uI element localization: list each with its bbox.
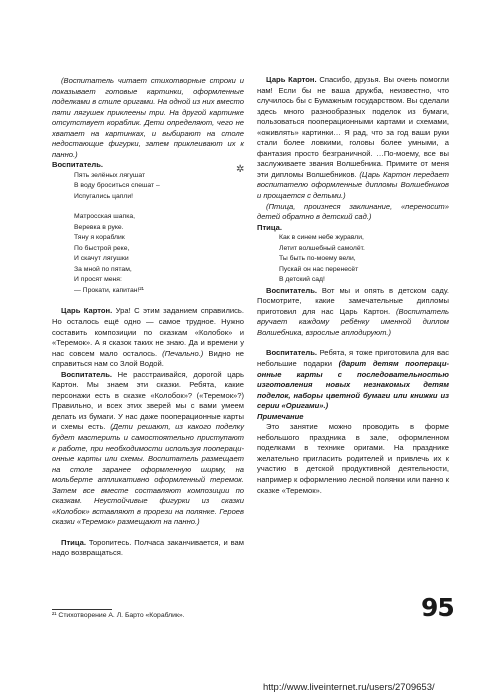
poem-line: В воду броситься спешат – [74,182,160,190]
stage-direction: (Дети решают, из какого поделку будет мастерить и самостоятельно приступают к работе, при необходимости используя пооперационные карты или схемы. Воспитатель размещает на столе заранее оформленную ширму, на мольберте аппликативно оформленный теремок. Затем все вместе составляют композиции по сказкам. Неустойчивые фигурки из сказки «Колобок» вставляют в прорези на полянке. Героев сказки «Теремок» размещают на панно.) [52,422,244,527]
poem-line: Как в синем небе журавли, [279,234,364,242]
footnote: ²¹ Стихотворение А. Л. Барто «Кораблик». [52,612,185,619]
poem-line: Пять зелёных лягушат [74,171,146,179]
source-url: http://www.liveinternet.ru/users/2709653/ [263,682,435,693]
paragraph [257,75,449,202]
speaker-name: Птица. [61,537,86,547]
poem-line: Матросская шапка, [74,213,136,221]
poem-line: Ты быть по-моему вели, [279,255,356,263]
speaker-name: Воспитатель. [61,369,112,379]
dialogue-text: Спасибо, друзья. Вы очень помогли нам! Если бы не ваша дружба, неизвестно, что случилось бы с Бумажным государством. Вы сделали здесь много разнообразных поделок из бумаги, пользоваться пооперационными картами и схемами, «оживлять» картинки… Я рад, что за год ваши руки стали более ловкими, головы более умными, а фантазия просто безграничной. …По-моему, все вы заслуживаете звания Волшебника. Примите от меня эти дипломы Волшебников. [257,75,449,179]
dialogue-text: Вот мы и опять в детском саду. Посмотрите, какие замечательные дипломы приготовил для нас Царь Картон. [257,285,449,316]
paragraph [52,538,244,559]
footnote-divider [52,609,112,610]
asterisk-ornament: ✲ [236,164,245,175]
poem-line: — Прокати, капитан!²¹ [74,286,144,294]
right-column [257,75,449,496]
dialogue-text: Ребята, я тоже приготовила для вас небольшие подарки [257,348,449,368]
stage-direction: (Печально.) [157,348,204,358]
stage-direction: (Царь Картон передает воспитателю оформленные дипломы Волшебников и прощается с детьми.) [257,169,449,201]
poem-line: И скачут лягушки [74,255,129,263]
left-column [52,76,244,559]
dialogue-text: Торопитесь. Полчаса заканчивается, и вам надо возвращаться. [52,537,244,558]
poem-line: Тяну я кораблик [74,234,125,242]
speaker-name: Царь Картон. [266,75,317,84]
note-heading: Примечание [257,411,304,421]
poem-line: В детский сад! [279,276,325,284]
paragraph [257,286,449,339]
stage-direction: (Воспитатель вручает каждому ребёнку именной диплом Волшебника, взрослые аплодируют.) [257,306,449,337]
page-number: 95 [421,593,454,622]
poem-line: За мной по пятам, [74,265,132,273]
poem-line: Пускай он нас перенесёт [279,265,359,273]
dialogue-text: Не расстраивайся, дорогой царь Картон. Мы знаем эти сказки. Ребята, какие персонажи есть в сказке «Колобок»? («Теремок»?) Правильно, и всех этих зверей мы с вами умеем делать из бумаги. У нас даже пооперационные карты и схемы есть. [52,369,244,432]
stage-direction: (дарит детям пооперационные карты с последовательностью изготовления новых незнакомых детям поделок, наборы цветной бумаги или книжки из серии «Оригами».) [257,358,449,411]
poem-line: Веревка в руке. [74,223,124,231]
poem-line: По быстрой реке, [74,244,130,252]
paragraph [52,370,244,528]
poem-frogs [74,171,244,297]
dialogue-text: Видно не справиться нам со Злой Водой. [52,348,245,369]
speaker-name: Воспитатель. [266,285,317,295]
poem-line: Летит волшебный самолёт. [279,244,365,252]
speaker-name: Птица. [257,222,282,232]
stage-direction: (Птица, произнеся заклинание, «переносит» детей обратно в детский сад.) [257,201,449,222]
poem-plane [279,233,449,286]
speaker-name: Воспитатель. [52,160,103,170]
speaker-name: Царь Картон. [61,306,113,316]
poem-line: И просят меня: [74,276,122,284]
dialogue-text: Ура! С этим заданием справились. Но осталось ещё одно — самое трудное. Нужно составить композиции по сказкам «Колобок» и «Теремок». А я сказок таких не знаю. Да и времени у нас совсем мало осталось. [52,306,244,358]
paragraph [52,306,244,369]
speaker-name: Воспитатель. [266,348,317,358]
poem-line: Испугались цапли! [74,192,134,200]
stage-direction: (Воспитатель читает стихотворные строки и показывает готовые картинки, оформленные поделками в стиле оригами. На одной из них вместо пяти лягушек приклеены три. На другой картинке отсутствует кораблик. Дети определяют, чего не хватает на картинках, и выбирают на столе недостающие фигурки, затем приклеивают их к панно.) [52,76,244,159]
paragraph [257,348,449,411]
note-text: Это занятие можно проводить в форме небольшого праздника в зале, оформленном поделками в технике оригами. На празднике желательно пригласить родителей и привлечь их к участию в детской продуктивной деятельности, например к оформлению лесной полянки или панно к сказке «Теремок». [257,422,449,495]
